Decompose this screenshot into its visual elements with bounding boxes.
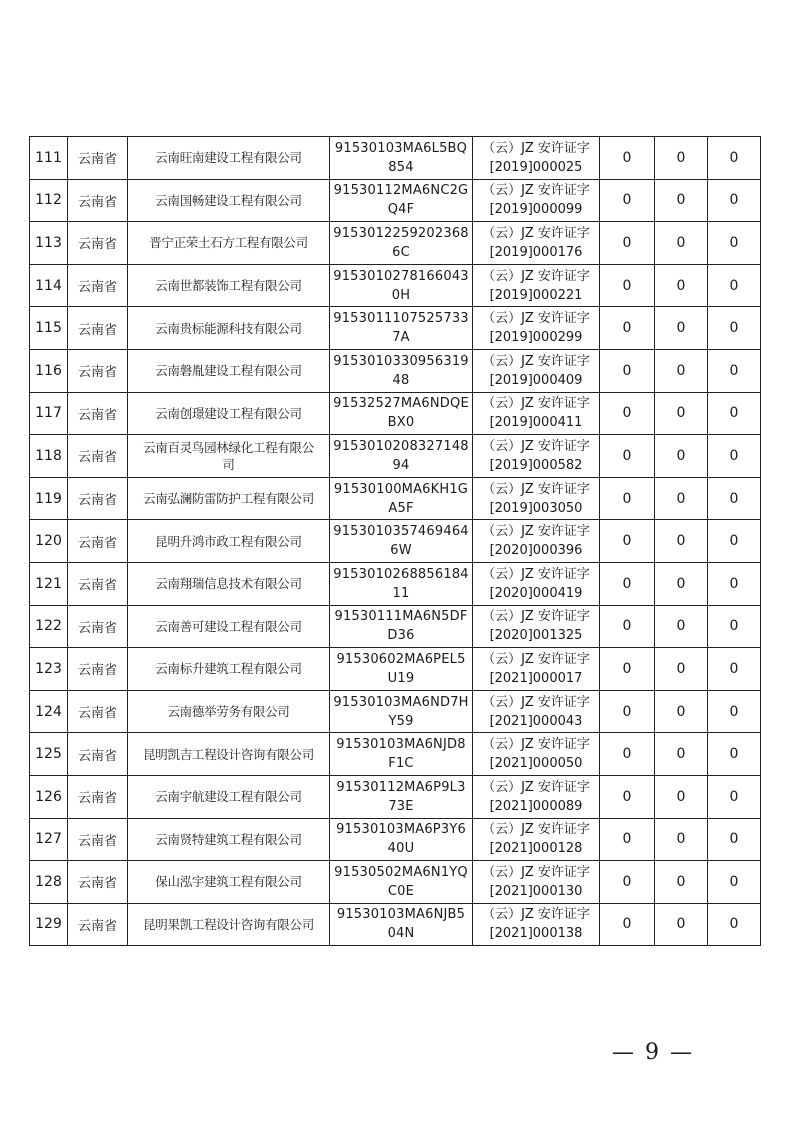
license-cell	[473, 307, 600, 350]
value-cell-3: 0	[708, 349, 761, 392]
credit-code-cell-line: 9153011107525733	[333, 311, 469, 327]
credit-code-cell	[330, 435, 473, 478]
value-cell-2: 0	[655, 818, 708, 861]
company-name-cell	[128, 903, 330, 946]
value-cell-2: 0	[655, 775, 708, 818]
value-cell-3: 0	[708, 520, 761, 563]
license-cell-line: （云）JZ 安许证字	[482, 481, 590, 497]
value-cell-2: 0	[655, 477, 708, 520]
value-cell-2: 0	[655, 307, 708, 350]
license-cell	[473, 775, 600, 818]
license-cell-line: [2019]000409	[489, 372, 583, 388]
license-cell	[473, 349, 600, 392]
row-number-cell: 114	[30, 264, 68, 307]
page-number: — 9 —	[612, 1040, 694, 1065]
license-cell	[473, 605, 600, 648]
company-name-cell	[128, 179, 330, 222]
credit-code-cell-line: 91530112MA6P9L3	[336, 779, 466, 795]
license-cell-line: （云）JZ 安许证字	[482, 566, 590, 582]
province-cell: 云南省	[68, 818, 128, 861]
value-cell-2: 0	[655, 861, 708, 904]
credit-code-cell-line: 91530112MA6NC2G	[333, 183, 469, 199]
value-cell-2: 0	[655, 179, 708, 222]
license-cell-line: [2020]000419	[489, 585, 583, 601]
value-cell-2: 0	[655, 264, 708, 307]
value-cell-3: 0	[708, 861, 761, 904]
credit-code-cell-line: 7A	[392, 330, 410, 346]
company-name-cell	[128, 861, 330, 904]
credit-code-cell-line: U19	[387, 670, 415, 686]
license-cell-line: （云）JZ 安许证字	[482, 822, 590, 838]
table-row	[30, 818, 761, 861]
value-cell-1: 0	[600, 903, 655, 946]
company-name-cell	[128, 562, 330, 605]
company-name-cell	[128, 520, 330, 563]
license-cell	[473, 861, 600, 904]
credit-code-cell	[330, 605, 473, 648]
credit-code-cell-line: 9153010357469464	[333, 524, 469, 540]
company-name-cell	[128, 818, 330, 861]
value-cell-1: 0	[600, 435, 655, 478]
credit-code-cell-line: 6C	[392, 244, 410, 260]
value-cell-3: 0	[708, 179, 761, 222]
value-cell-1: 0	[600, 648, 655, 691]
value-cell-3: 0	[708, 477, 761, 520]
value-cell-1: 0	[600, 222, 655, 265]
company-name-cell-line: 云南标升建筑工程有限公司	[155, 661, 302, 677]
company-name-cell-line: 云南宇航建设工程有限公司	[155, 789, 302, 805]
company-name-cell	[128, 648, 330, 691]
credit-code-cell-line: 91530103MA6P3Y6	[336, 822, 466, 838]
value-cell-2: 0	[655, 520, 708, 563]
license-cell	[473, 733, 600, 776]
province-cell: 云南省	[68, 733, 128, 776]
value-cell-2: 0	[655, 605, 708, 648]
credit-code-cell-line: 0H	[391, 287, 411, 303]
license-cell	[473, 903, 600, 946]
province-cell: 云南省	[68, 307, 128, 350]
value-cell-2: 0	[655, 562, 708, 605]
license-cell-line: （云）JZ 安许证字	[482, 524, 590, 540]
credit-code-cell	[330, 903, 473, 946]
credit-code-cell-line: 6W	[390, 543, 412, 559]
value-cell-1: 0	[600, 520, 655, 563]
value-cell-1: 0	[600, 690, 655, 733]
company-name-cell	[128, 392, 330, 435]
company-table	[29, 136, 761, 946]
table-row	[30, 222, 761, 265]
value-cell-2: 0	[655, 435, 708, 478]
credit-code-cell	[330, 349, 473, 392]
value-cell-1: 0	[600, 392, 655, 435]
row-number-cell: 117	[30, 392, 68, 435]
company-name-cell-line: 晋宁正荣土石方工程有限公司	[149, 235, 308, 251]
license-cell-line: [2019]000099	[489, 202, 583, 218]
row-number-cell: 128	[30, 861, 68, 904]
value-cell-2: 0	[655, 648, 708, 691]
province-cell: 云南省	[68, 605, 128, 648]
company-name-cell	[128, 605, 330, 648]
company-name-cell-line: 云南翔瑞信息技术有限公司	[155, 576, 302, 592]
row-number-cell: 125	[30, 733, 68, 776]
credit-code-cell-line: 9153012259202368	[333, 225, 469, 241]
table-row	[30, 733, 761, 776]
company-name-cell-line: 云南世都装饰工程有限公司	[155, 278, 302, 294]
value-cell-1: 0	[600, 861, 655, 904]
company-name-cell-line: 云南德举劳务有限公司	[167, 704, 290, 720]
credit-code-cell	[330, 392, 473, 435]
credit-code-cell-line: Y59	[388, 713, 414, 729]
province-cell: 云南省	[68, 179, 128, 222]
credit-code-cell-line: 854	[388, 159, 414, 175]
license-cell-line: [2020]000396	[489, 543, 583, 559]
license-cell-line: （云）JZ 安许证字	[482, 737, 590, 753]
value-cell-1: 0	[600, 818, 655, 861]
row-number-cell: 126	[30, 775, 68, 818]
credit-code-cell-line: A5F	[388, 500, 414, 516]
license-cell	[473, 477, 600, 520]
row-number-cell: 111	[30, 137, 68, 180]
value-cell-2: 0	[655, 392, 708, 435]
license-cell-line: [2021]000128	[489, 841, 583, 857]
license-cell-line: [2021]000050	[489, 756, 583, 772]
license-cell	[473, 264, 600, 307]
table-row	[30, 307, 761, 350]
row-number-cell: 115	[30, 307, 68, 350]
credit-code-cell-line: 04N	[387, 926, 415, 942]
credit-code-cell	[330, 264, 473, 307]
credit-code-cell	[330, 562, 473, 605]
credit-code-cell-line: 40U	[387, 841, 415, 857]
value-cell-2: 0	[655, 690, 708, 733]
company-name-cell-line: 昆明升鸿市政工程有限公司	[155, 533, 302, 549]
license-cell-line: （云）JZ 安许证字	[482, 438, 590, 454]
value-cell-2: 0	[655, 903, 708, 946]
company-name-cell-line: 昆明凯吉工程设计咨询有限公司	[143, 746, 314, 762]
value-cell-3: 0	[708, 775, 761, 818]
company-name-cell	[128, 264, 330, 307]
value-cell-1: 0	[600, 264, 655, 307]
credit-code-cell-line: 11	[392, 585, 410, 601]
credit-code-cell-line: 9153010268856184	[333, 566, 469, 582]
table-body	[30, 137, 761, 946]
license-cell-line: [2021]000138	[489, 926, 583, 942]
credit-code-cell-line: 91530111MA6N5DF	[334, 609, 468, 625]
table-row	[30, 903, 761, 946]
credit-code-cell-line: F1C	[388, 756, 414, 772]
license-cell-line: （云）JZ 安许证字	[482, 268, 590, 284]
row-number-cell: 120	[30, 520, 68, 563]
table-row	[30, 605, 761, 648]
license-cell-line: （云）JZ 安许证字	[482, 396, 590, 412]
company-name-cell-line: 保山泓宇建筑工程有限公司	[155, 874, 302, 890]
credit-code-cell	[330, 690, 473, 733]
value-cell-2: 0	[655, 137, 708, 180]
credit-code-cell-line: 91530103MA6L5BQ	[334, 140, 468, 156]
credit-code-cell	[330, 520, 473, 563]
value-cell-3: 0	[708, 222, 761, 265]
credit-code-cell-line: C0E	[387, 883, 415, 899]
table-row	[30, 477, 761, 520]
value-cell-3: 0	[708, 648, 761, 691]
credit-code-cell	[330, 179, 473, 222]
credit-code-cell	[330, 775, 473, 818]
table-row	[30, 562, 761, 605]
row-number-cell: 119	[30, 477, 68, 520]
company-name-cell-line: 云南创璟建设工程有限公司	[155, 405, 302, 421]
value-cell-1: 0	[600, 179, 655, 222]
credit-code-cell-line: 91530502MA6N1YQ	[334, 864, 468, 880]
value-cell-1: 0	[600, 307, 655, 350]
credit-code-cell-line: BX0	[387, 415, 415, 431]
credit-code-cell-line: 91532527MA6NDQE	[333, 396, 469, 412]
license-cell-line: （云）JZ 安许证字	[482, 907, 590, 923]
credit-code-cell	[330, 733, 473, 776]
credit-code-cell-line: 91530103MA6ND7H	[333, 694, 469, 710]
value-cell-3: 0	[708, 307, 761, 350]
credit-code-cell-line: 91530100MA6KH1G	[333, 481, 469, 497]
province-cell: 云南省	[68, 690, 128, 733]
row-number-cell: 121	[30, 562, 68, 605]
value-cell-1: 0	[600, 477, 655, 520]
row-number-cell: 112	[30, 179, 68, 222]
value-cell-3: 0	[708, 903, 761, 946]
company-name-cell	[128, 775, 330, 818]
table-row	[30, 264, 761, 307]
company-name-cell-line: 云南百灵鸟园林绿化工程有限公	[143, 439, 314, 455]
company-name-cell	[128, 222, 330, 265]
license-cell-line: [2019]000221	[489, 287, 583, 303]
credit-code-cell-line: D36	[387, 628, 415, 644]
value-cell-3: 0	[708, 137, 761, 180]
credit-code-cell-line: 9153010278166043	[333, 268, 469, 284]
credit-code-cell	[330, 477, 473, 520]
table-row	[30, 775, 761, 818]
license-cell-line: （云）JZ 安许证字	[482, 183, 590, 199]
license-cell-line: [2021]000130	[489, 883, 583, 899]
company-name-cell	[128, 349, 330, 392]
company-name-cell-line: 云南贤特建筑工程有限公司	[155, 831, 302, 847]
credit-code-cell-line: 9153010208327148	[333, 438, 469, 454]
license-cell	[473, 562, 600, 605]
table-row	[30, 349, 761, 392]
credit-code-cell	[330, 222, 473, 265]
table-row	[30, 520, 761, 563]
value-cell-3: 0	[708, 818, 761, 861]
credit-code-cell	[330, 648, 473, 691]
license-cell-line: [2020]001325	[489, 628, 583, 644]
license-cell	[473, 392, 600, 435]
value-cell-3: 0	[708, 605, 761, 648]
table-row	[30, 392, 761, 435]
license-cell-line: （云）JZ 安许证字	[482, 864, 590, 880]
value-cell-3: 0	[708, 690, 761, 733]
province-cell: 云南省	[68, 903, 128, 946]
credit-code-cell-line: 94	[392, 457, 410, 473]
row-number-cell: 123	[30, 648, 68, 691]
row-number-cell: 122	[30, 605, 68, 648]
credit-code-cell-line: 91530602MA6PEL5	[336, 651, 466, 667]
table-row	[30, 690, 761, 733]
table-row	[30, 648, 761, 691]
province-cell: 云南省	[68, 477, 128, 520]
company-name-cell	[128, 733, 330, 776]
license-cell	[473, 818, 600, 861]
license-cell-line: [2019]000299	[489, 330, 583, 346]
value-cell-1: 0	[600, 775, 655, 818]
company-name-cell	[128, 307, 330, 350]
license-cell	[473, 179, 600, 222]
row-number-cell: 124	[30, 690, 68, 733]
license-cell-line: （云）JZ 安许证字	[482, 225, 590, 241]
license-cell-line: （云）JZ 安许证字	[482, 140, 590, 156]
province-cell: 云南省	[68, 349, 128, 392]
province-cell: 云南省	[68, 562, 128, 605]
license-cell-line: [2019]000176	[489, 244, 583, 260]
license-cell-line: [2019]000411	[489, 415, 583, 431]
province-cell: 云南省	[68, 137, 128, 180]
value-cell-1: 0	[600, 605, 655, 648]
value-cell-3: 0	[708, 733, 761, 776]
row-number-cell: 129	[30, 903, 68, 946]
license-cell-line: [2021]000017	[489, 670, 583, 686]
license-cell-line: [2021]000043	[489, 713, 583, 729]
value-cell-1: 0	[600, 349, 655, 392]
license-cell-line: （云）JZ 安许证字	[482, 651, 590, 667]
license-cell	[473, 648, 600, 691]
credit-code-cell-line: 9153010330956319	[333, 353, 469, 369]
table-row	[30, 435, 761, 478]
province-cell: 云南省	[68, 392, 128, 435]
license-cell-line: （云）JZ 安许证字	[482, 609, 590, 625]
company-name-cell-line: 云南贵标能源科技有限公司	[155, 320, 302, 336]
value-cell-3: 0	[708, 264, 761, 307]
license-cell	[473, 520, 600, 563]
company-name-cell-line: 昆明果凯工程设计咨询有限公司	[143, 916, 314, 932]
company-name-cell-line: 云南弘澜防雷防护工程有限公司	[143, 491, 314, 507]
row-number-cell: 118	[30, 435, 68, 478]
province-cell: 云南省	[68, 222, 128, 265]
value-cell-2: 0	[655, 222, 708, 265]
company-name-cell-line: 云南国畅建设工程有限公司	[155, 192, 302, 208]
company-name-cell-line: 云南磐胤建设工程有限公司	[155, 363, 302, 379]
row-number-cell: 116	[30, 349, 68, 392]
credit-code-cell-line: 48	[392, 372, 410, 388]
credit-code-cell-line: 91530103MA6NJD8	[336, 737, 466, 753]
value-cell-2: 0	[655, 349, 708, 392]
value-cell-3: 0	[708, 435, 761, 478]
license-cell-line: [2019]003050	[489, 500, 583, 516]
credit-code-cell-line: 91530103MA6NJB5	[336, 907, 466, 923]
license-cell	[473, 435, 600, 478]
license-cell	[473, 137, 600, 180]
company-name-cell-line: 司	[222, 456, 235, 472]
company-name-cell	[128, 477, 330, 520]
row-number-cell: 127	[30, 818, 68, 861]
license-cell-line: （云）JZ 安许证字	[482, 779, 590, 795]
license-cell	[473, 690, 600, 733]
company-name-cell	[128, 435, 330, 478]
value-cell-2: 0	[655, 733, 708, 776]
value-cell-3: 0	[708, 392, 761, 435]
province-cell: 云南省	[68, 520, 128, 563]
credit-code-cell-line: 73E	[388, 798, 414, 814]
table-row	[30, 861, 761, 904]
company-name-cell-line: 云南善可建设工程有限公司	[155, 618, 302, 634]
province-cell: 云南省	[68, 435, 128, 478]
license-cell	[473, 222, 600, 265]
credit-code-cell-line: Q4F	[387, 202, 415, 218]
value-cell-1: 0	[600, 137, 655, 180]
license-cell-line: （云）JZ 安许证字	[482, 311, 590, 327]
credit-code-cell	[330, 818, 473, 861]
value-cell-3: 0	[708, 562, 761, 605]
credit-code-cell	[330, 137, 473, 180]
province-cell: 云南省	[68, 648, 128, 691]
company-name-cell-line: 云南旺南建设工程有限公司	[155, 150, 302, 166]
province-cell: 云南省	[68, 775, 128, 818]
license-cell-line: [2021]000089	[489, 798, 583, 814]
company-name-cell	[128, 690, 330, 733]
license-cell-line: [2019]000025	[489, 159, 583, 175]
table-row	[30, 179, 761, 222]
company-name-cell	[128, 137, 330, 180]
value-cell-1: 0	[600, 733, 655, 776]
province-cell: 云南省	[68, 861, 128, 904]
row-number-cell: 113	[30, 222, 68, 265]
license-cell-line: （云）JZ 安许证字	[482, 694, 590, 710]
value-cell-1: 0	[600, 562, 655, 605]
credit-code-cell	[330, 861, 473, 904]
license-cell-line: [2019]000582	[489, 457, 583, 473]
credit-code-cell	[330, 307, 473, 350]
license-cell-line: （云）JZ 安许证字	[482, 353, 590, 369]
table-row	[30, 137, 761, 180]
province-cell: 云南省	[68, 264, 128, 307]
